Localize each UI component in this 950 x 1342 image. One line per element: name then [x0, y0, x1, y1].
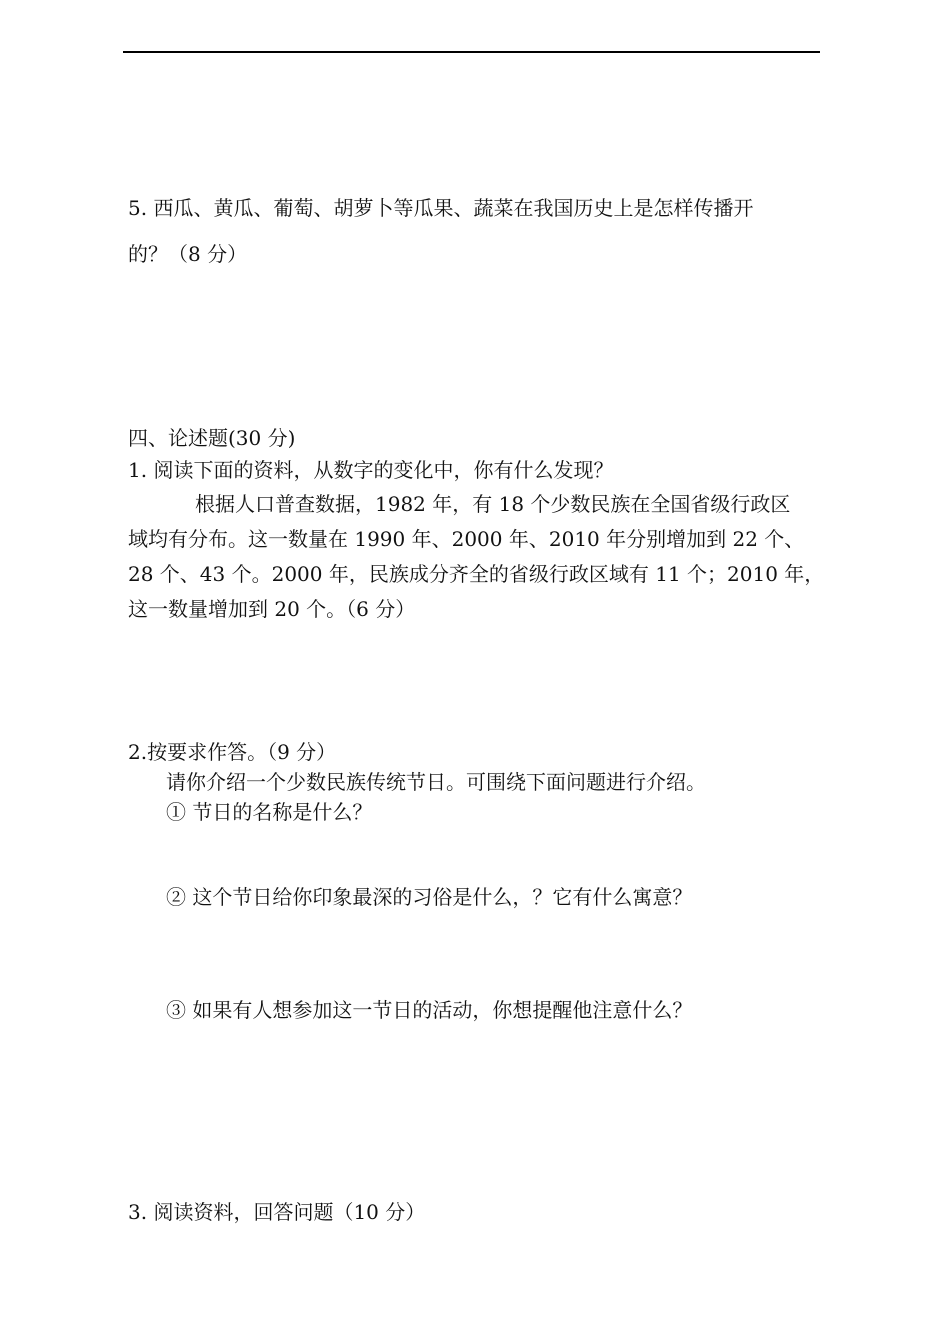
q5-line-1: 5. 西瓜、黄瓜、葡萄、胡萝卜等瓜果、蔬菜在我国历史上是怎样传播开	[128, 196, 754, 220]
q1-paragraph-line-1: 根据人口普查数据，1982 年，有 18 个少数民族在全国省级行政区	[195, 492, 791, 516]
q1-paragraph-line-4: 这一数量增加到 20 个。（6 分）	[128, 597, 416, 621]
q2-item-2: ② 这个节日给你印象最深的习俗是什么，？它有什么寓意？	[166, 885, 693, 909]
q1-paragraph-line-2: 域均有分布。这一数量在 1990 年、2000 年、2010 年分别增加到 22 个、	[128, 527, 805, 551]
section-4-heading: 四、论述题(30 分)	[128, 426, 296, 450]
q2-item-3: ③ 如果有人想参加这一节日的活动，你想提醒他注意什么？	[166, 998, 693, 1022]
q2-item-1: ① 节日的名称是什么？	[166, 800, 373, 824]
q1-prompt: 1. 阅读下面的资料，从数字的变化中，你有什么发现？	[128, 458, 614, 482]
q3-prompt: 3. 阅读资料，回答问题（10 分）	[128, 1200, 426, 1224]
q2-intro: 请你介绍一个少数民族传统节日。可围绕下面问题进行介绍。	[166, 770, 706, 794]
q2-prompt: 2.按要求作答。（9 分）	[128, 740, 337, 764]
header-rule	[123, 51, 820, 53]
q5-line-2: 的？（8 分）	[128, 242, 248, 266]
q1-paragraph-line-3: 28 个、43 个。2000 年，民族成分齐全的省级行政区域有 11 个；2010 年，	[128, 562, 825, 586]
